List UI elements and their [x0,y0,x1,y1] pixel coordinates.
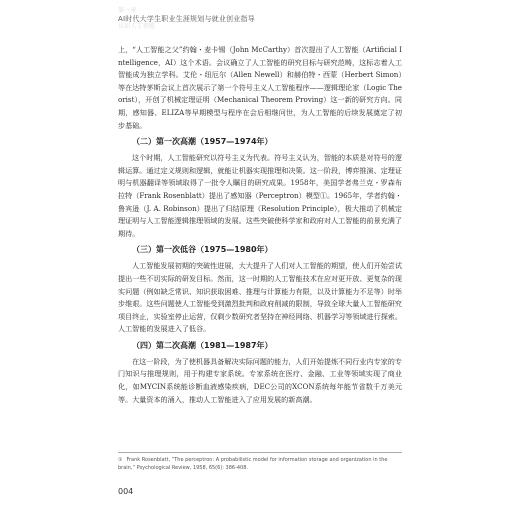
paragraph-first-peak: 这个时期，人工智能研究以符号主义为代表。符号主义认为，智能的本质是对符号的逻辑运算。通过定义规则和逻辑，就能让机器实现推理和决策。这一阶段，博弈推演、定理证明与机器翻译等领域取得了一批令人瞩目的研究成果。1958年，美国学者弗兰克・罗森布拉特（Frank Rosenblatt）提出了感知器（Perceptron）模型①。1965年，学者约翰・鲁宾逊（J. A. Robinson）提出了归结原理（Resolution Principle），极大推动了机械定理证明与人工智能逻辑推理领域的发展。这些突破使科学家和政府对人工智能的前景充满了期待。 [118,153,402,238]
paragraph-intro: 上，“人工智能之父”约翰・麦卡锡（John McCarthy）首次提出了人工智能（Artificial Intelligence，AI）这个术语。会议确立了人工智能的研究目标与研究范畴，这标志着人工智能成为独立学科。艾伦・纽厄尔（Allen Newell）和赫伯特・西蒙（Herbert Simon）等在达特茅斯会议上首次展示了第一个符号主义人工智能程序——逻辑理论家（Logic Theorist），开创了机械定理证明（Mechanical Theorem Proving）这一新的研究方向。同期，感知器、ELIZA等早期模型与程序在会后相继问世，为人工智能的后续发展奠定了初步基础。 [118,45,402,130]
section-heading-first-peak: （二）第一次高潮（1957—1974年） [132,137,273,147]
paragraph-second-peak: 在这一阶段，为了使机器具备解决实际问题的能力，人们开始提炼不同行业内专家的专门知识与推理规则，用于构建专家系统。专家系统在医疗、金融、工业等领域实现了商业化，如MYCIN系统能诊断血液感染疾病，DEC公司的XCON系统每年能节省数千万美元等。大量资本的涌入，推动人工智能进入了应用发展的新高潮。 [118,356,402,404]
ghost-header-bottom: 认识人工智能 [118,23,156,30]
section-heading-second-peak: （四）第二次高潮（1981—1987年） [132,340,273,350]
page-number: 004 [118,487,134,496]
running-header [118,7,255,30]
running-header-title: AI时代大学生职业生涯规划与就业创业指导 [118,15,255,23]
body-text [118,44,402,410]
footnote [118,456,402,472]
ghost-header-top: 第一章 [118,7,137,14]
paragraph-first-trough: 人工智能发展初期的突破性进展，大大提升了人们对人工智能的期望，使人们开始尝试提出一些不切实际的研发目标。然而，这一时期的人工智能技术在应对更开放、更复杂的现实问题（例如缺乏常识、知识获取困难、推理与计算能力有限，以及计算能力不足等）时举步维艰。这些问题使人工智能受到激烈批判和政府削减的限制，导致全球大量人工智能研究项目终止，实验室停止运营，仅剩少数研究者坚持在神经网络、机器学习等领域进行探索。人工智能的发展进入了低谷。 [118,261,402,334]
section-heading-first-trough: （三）第一次低谷（1975—1980年） [132,245,273,255]
footnote-divider [118,452,402,453]
footnote-mark: ① [118,457,123,463]
footnote-text: Frank Rosenblatt, “The perceptron: A probabilistic model for information storage and organization in the brain,” Psychological Review, 1958, 65(6): 386-408. [118,457,388,471]
